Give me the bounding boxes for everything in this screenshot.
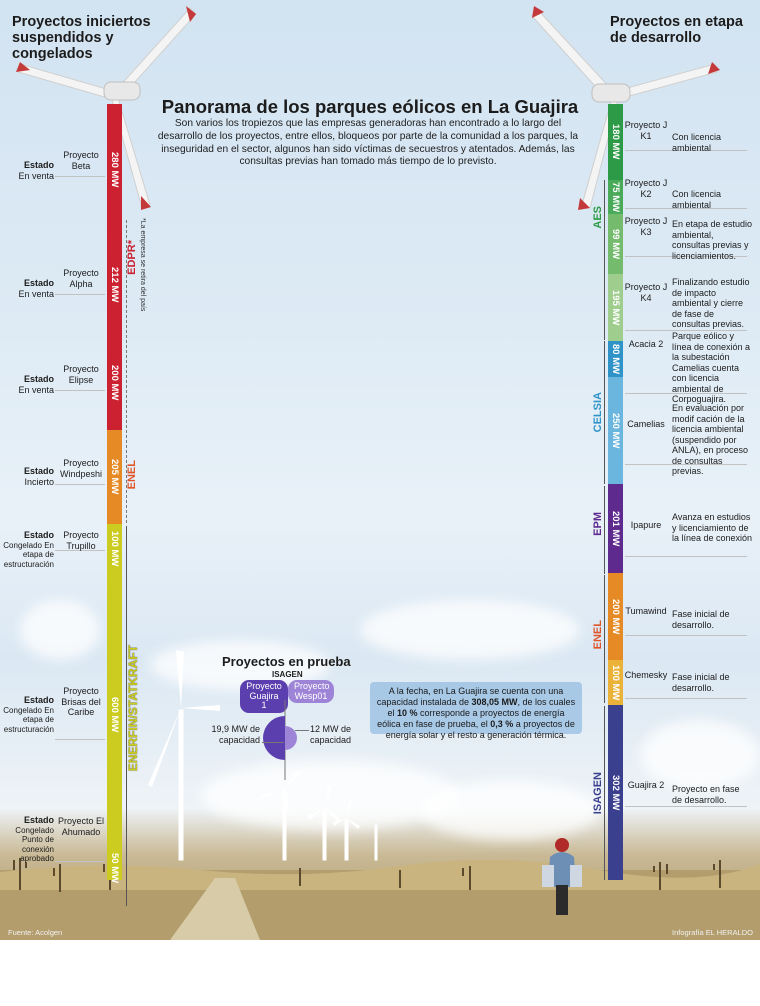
- tower-segment: [107, 852, 122, 884]
- segment-mw-label: 75 MW: [610, 181, 621, 213]
- segment-mw-label: 201 MW: [610, 510, 621, 547]
- project-name: Proyecto J K4: [624, 282, 668, 303]
- segment-mw-label: 100 MW: [109, 531, 120, 567]
- tower-segment: [608, 705, 623, 880]
- project-name: Camelias: [627, 419, 665, 429]
- intro-paragraph: Son varios los tropiezos que las empresas generadoras han encontrado a lo largo del desarrollo de los proyectos, entre ellos, bloqueos por parte de la comunidad a los parques, la inseguridad en el sector, algunos han sido víctimas de secuestros y atentados. Además, las consultas previas han tomado más tiempo de lo previsto.: [157, 118, 579, 168]
- edpr-note: *La empresa se retira del país: [139, 218, 146, 312]
- leader-line: [262, 742, 284, 743]
- pruebas-company: ISAGEN: [272, 670, 303, 679]
- project-description: Avanza en estudios y licenciamiento de la línea de conexión: [672, 512, 753, 543]
- project-name: Proyecto Trupillo: [63, 530, 99, 551]
- leader-line: [55, 861, 105, 862]
- tower-segment: [107, 524, 122, 574]
- leader-line: [55, 390, 105, 391]
- leader-line: [625, 556, 747, 557]
- segment-mw-label: 50 MW: [109, 852, 120, 884]
- segment-mw-label: 99 MW: [610, 228, 621, 260]
- segment-mw-label: 280 MW: [109, 151, 120, 188]
- project-name: Acacia 2: [628, 339, 664, 349]
- tower-segment: [608, 484, 623, 573]
- segment-mw-label: 200 MW: [109, 364, 120, 401]
- company-edpr: EDPR*: [126, 240, 138, 275]
- segment-mw-label: 180 MW: [610, 124, 621, 160]
- project-name: Guajira 2: [627, 780, 665, 790]
- tower-segment: [107, 574, 122, 856]
- cloud: [20, 600, 100, 660]
- company-aes: AES: [592, 206, 604, 229]
- segment-mw-label: 205 MW: [109, 459, 120, 495]
- tower-segment: [608, 104, 623, 180]
- right-section-heading: Proyectos en etapa de desarrollo: [610, 14, 743, 46]
- project-name: Proyecto Beta: [63, 150, 99, 171]
- company-celsia: CELSIA: [592, 392, 604, 433]
- project-description: En etapa de estudio ambiental, consultas previas y licenciamientos.: [672, 219, 753, 261]
- project-name: Proyecto J K1: [624, 120, 668, 141]
- project-name: Proyecto El Ahumado: [57, 816, 105, 837]
- leader-line: [55, 294, 105, 295]
- segment-mw-label: 600 MW: [109, 697, 120, 733]
- enel-right-bracket: [604, 575, 605, 703]
- segment-mw-label: 200 MW: [610, 598, 621, 635]
- company-enel-right: ENEL: [592, 620, 604, 650]
- segment-mw-label: 195 MW: [610, 289, 621, 326]
- project-name: Proyecto J K3: [624, 216, 668, 237]
- project-description: Proyecto en fase de desarrollo.: [672, 784, 740, 805]
- project-name: Proyecto Alpha: [63, 268, 99, 289]
- celsia-bracket: [604, 341, 605, 484]
- page-title: Panorama de los parques eólicos en La Guajira: [161, 96, 579, 117]
- pill-guajira-1: Proyecto Guajira 1: [240, 680, 288, 713]
- pruebas-title: Proyectos en prueba: [222, 654, 351, 669]
- project-description: En evaluación por modif cación de la licencia ambiental (suspendido por ANLA), en proceso de consultas previas.: [672, 403, 749, 476]
- leader-line: [625, 698, 747, 699]
- tower-segment: [107, 335, 122, 430]
- leader-line: [625, 806, 747, 807]
- segment-mw-label: 302 MW: [610, 774, 621, 811]
- tower-segment: [608, 214, 623, 274]
- pruebas-capacity-1: 19,9 MW de capacidad: [211, 724, 260, 745]
- project-description: Fase inicial de desarrollo.: [672, 672, 730, 693]
- project-name: Proyecto Brisas del Caribe: [61, 686, 101, 717]
- pruebas-capacity-2: 12 MW de capacidad: [310, 724, 352, 745]
- leader-line: [55, 484, 105, 485]
- project-name: Proyecto J K2: [624, 178, 668, 199]
- leader-line: [625, 635, 747, 636]
- project-status: Estado Congelado En etapa de estructuración: [3, 530, 54, 569]
- project-name: Proyecto Elipse: [63, 364, 99, 385]
- graphic-credit: Infografía EL HERALDO: [672, 928, 754, 937]
- project-name: Ipapure: [630, 520, 662, 530]
- company-isagen: ISAGEN: [592, 772, 604, 815]
- project-description: Finalizando estudio de impacto ambiental y cierre de fase de consultas previas.: [672, 277, 750, 329]
- project-status: Estado En venta: [18, 278, 54, 299]
- project-status: Estado En venta: [18, 160, 54, 181]
- tower-segment: [608, 573, 623, 660]
- source-credit: Fuente: Acolgen: [8, 928, 63, 937]
- tower-segment: [608, 660, 623, 705]
- segment-mw-label: 100 MW: [610, 664, 621, 701]
- motorbike-rider: [536, 835, 588, 920]
- left-section-heading: Proyectos iniciertos suspendidos y congelados: [12, 14, 151, 62]
- company-enerfin-statkraft: ENERFIN/STATKRAFT: [126, 645, 140, 772]
- project-description: Parque eólico y línea de conexión a la subestación Camelias cuenta con licencia ambiental de Corpoguajira.: [672, 331, 751, 404]
- project-description: Con licencia ambiental: [672, 132, 722, 153]
- project-status: Estado Incierto: [23, 466, 54, 487]
- segment-mw-label: 212 MW: [109, 267, 120, 303]
- project-name: Proyecto Windpeshi: [59, 458, 103, 479]
- epm-bracket: [604, 486, 605, 574]
- tower-segment: [608, 377, 623, 484]
- project-name: Tumawind: [625, 606, 667, 616]
- leader-line: [55, 739, 105, 740]
- company-epm: EPM: [592, 512, 604, 536]
- tower-segment: [107, 104, 122, 235]
- tower-segment: [608, 274, 623, 341]
- project-status: Estado Congelado En etapa de estructuración: [3, 695, 54, 734]
- project-description: Fase inicial de desarrollo.: [672, 609, 730, 630]
- tower-segment: [608, 180, 623, 214]
- project-description: Con licencia ambiental: [672, 189, 722, 210]
- project-status: Estado En venta: [18, 374, 54, 395]
- pill-wesp01: Proyecto Wesp01: [288, 680, 334, 703]
- leader-line: [55, 176, 105, 177]
- project-status: Estado Congelado Punto de conexión aprobado: [15, 815, 54, 863]
- aes-bracket: [604, 180, 605, 340]
- segment-mw-label: 250 MW: [610, 412, 621, 449]
- leader-line: [295, 730, 309, 731]
- tower-segment: [107, 430, 122, 524]
- project-name: Chemesky: [624, 670, 668, 680]
- tower-segment: [608, 341, 623, 377]
- cloud: [420, 780, 600, 840]
- tower-segment: [107, 235, 122, 335]
- segment-mw-label: 80 MW: [610, 343, 621, 375]
- company-enel-left: ENEL: [126, 460, 138, 490]
- capacity-info-box: A la fecha, en La Guajira se cuenta con una capacidad instalada de 308,05 MW, de los cuales el 10 % corresponde a proyectos de energía eólica en fase de prueba, el 0,3 % a proyectos de energía solar y el resto a generación térmica.: [370, 682, 582, 734]
- isagen-bracket: [604, 706, 605, 880]
